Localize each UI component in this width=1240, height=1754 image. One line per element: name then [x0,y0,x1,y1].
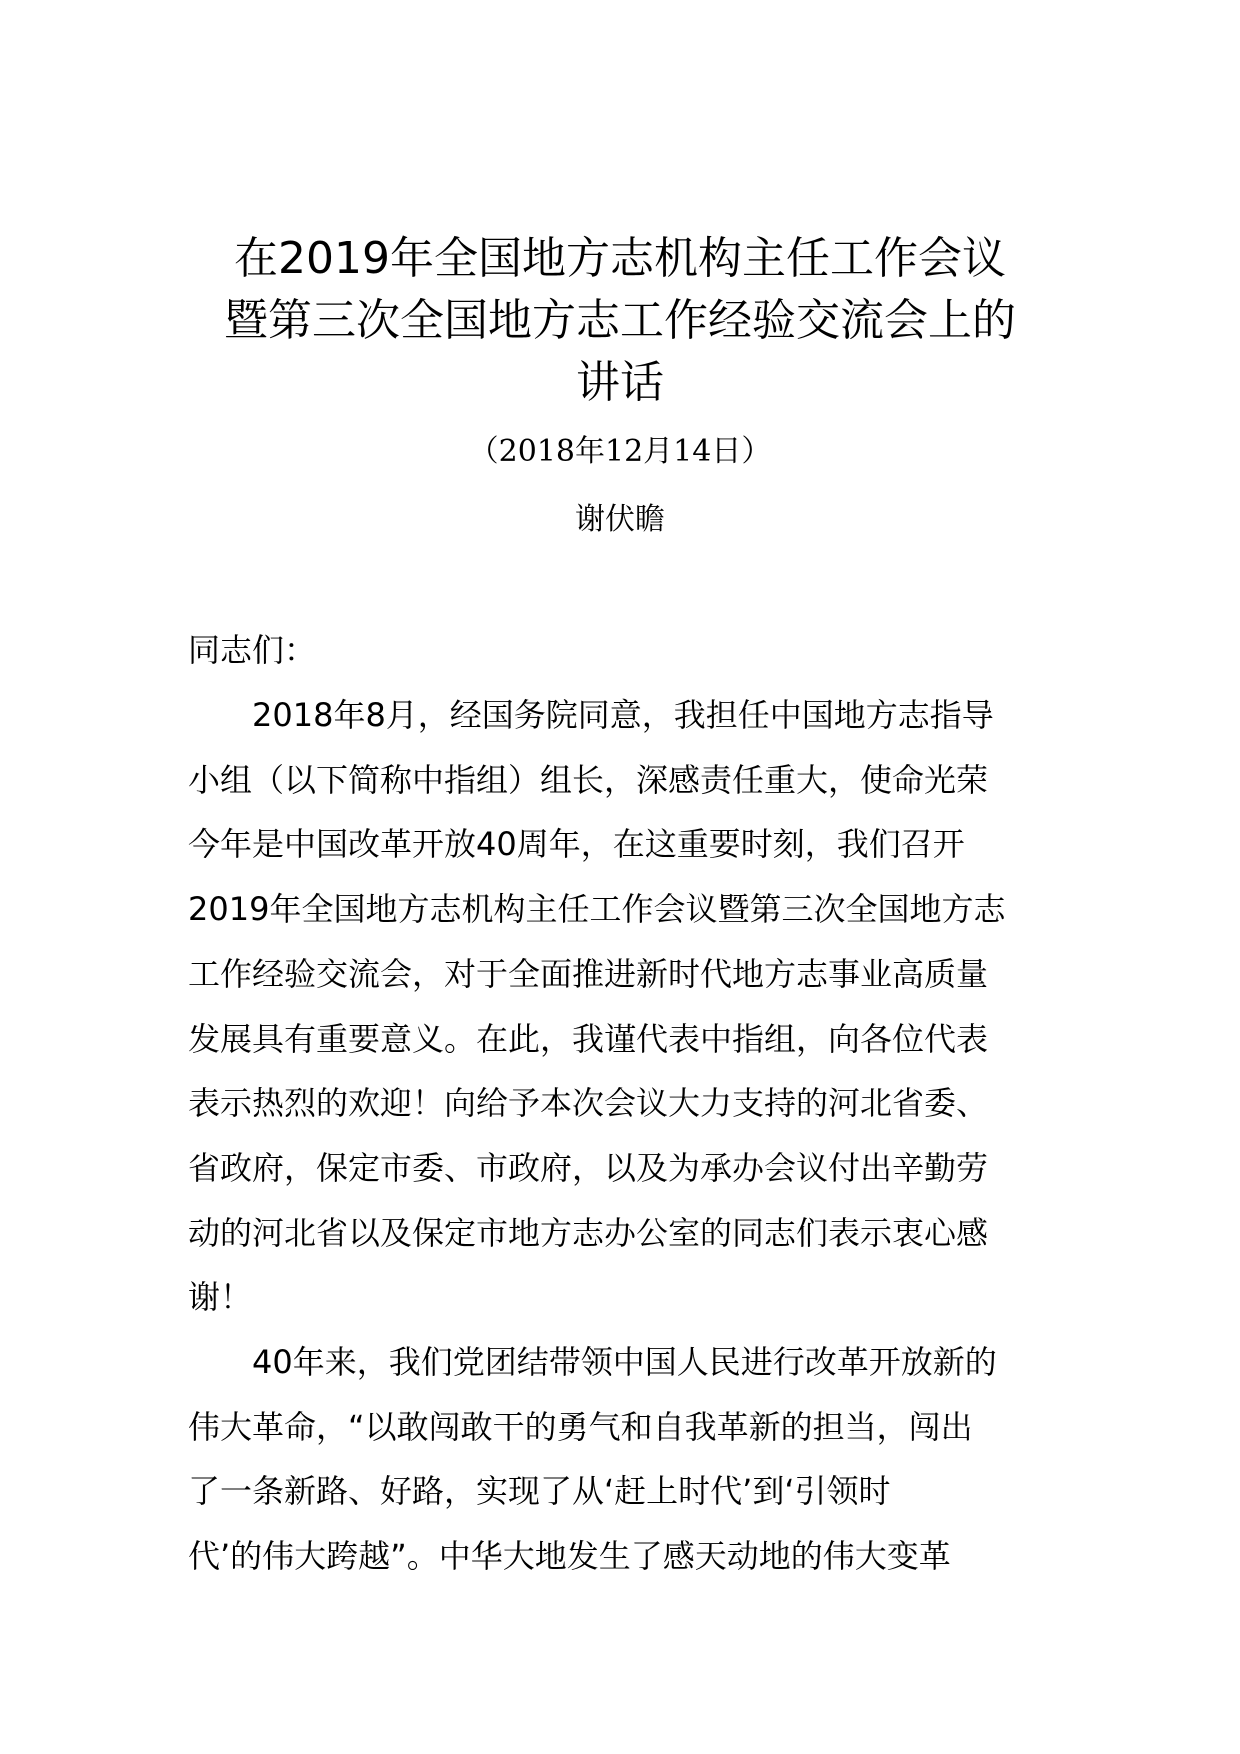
title-line-2: 暨第三次全国地方志工作经验交流会上的 [224,295,1016,346]
title-line-1: 在2019年全国地方志机构主任工作会议 [234,233,1006,284]
speech-title [160,228,1080,414]
salutation: 同志们： [188,631,317,669]
title-line-3: 讲话 [576,357,664,408]
body-line-2: 小组（以下简称中指组）组长，深感责任重大，使命光荣 [188,761,989,799]
body-line-12: 伟大革命，“以敢闯敢干的勇气和自我革新的担当，闯出 [188,1408,973,1446]
speech-date: （2018年12月14日） [468,434,772,469]
body-line-1: 2018年8月，经国务院同意，我担任中国地方志指导 [252,696,994,734]
body-line-9: 动的河北省以及保定市地方志办公室的同志们表示衷心感 [188,1214,989,1252]
body-line-7: 表示热烈的欢迎！向给予本次会议大力支持的河北省委、 [188,1084,989,1122]
body-line-10: 谢！ [188,1278,253,1316]
speech-author: 谢伏瞻 [575,502,665,537]
body-line-8: 省政府，保定市委、市政府，以及为承办会议付出辛勤劳 [188,1149,989,1187]
body-line-14: 代’的伟大跨越”。中华大地发生了感天动地的伟大变革 [188,1537,951,1575]
body-line-13: 了一条新路、好路，实现了从‘赶上时代’到‘引领时 [188,1472,891,1510]
body-line-4: 2019年全国地方志机构主任工作会议暨第三次全国地方志 [188,890,1006,928]
body-line-6: 发展具有重要意义。在此，我谨代表中指组，向各位代表 [188,1020,989,1058]
body-line-3: 今年是中国改革开放40周年，在这重要时刻，我们召开 [188,825,965,863]
body-line-5: 工作经验交流会，对于全面推进新时代地方志事业高质量 [188,955,989,993]
body-line-11: 40年来，我们党团结带领中国人民进行改革开放新的 [252,1343,997,1381]
